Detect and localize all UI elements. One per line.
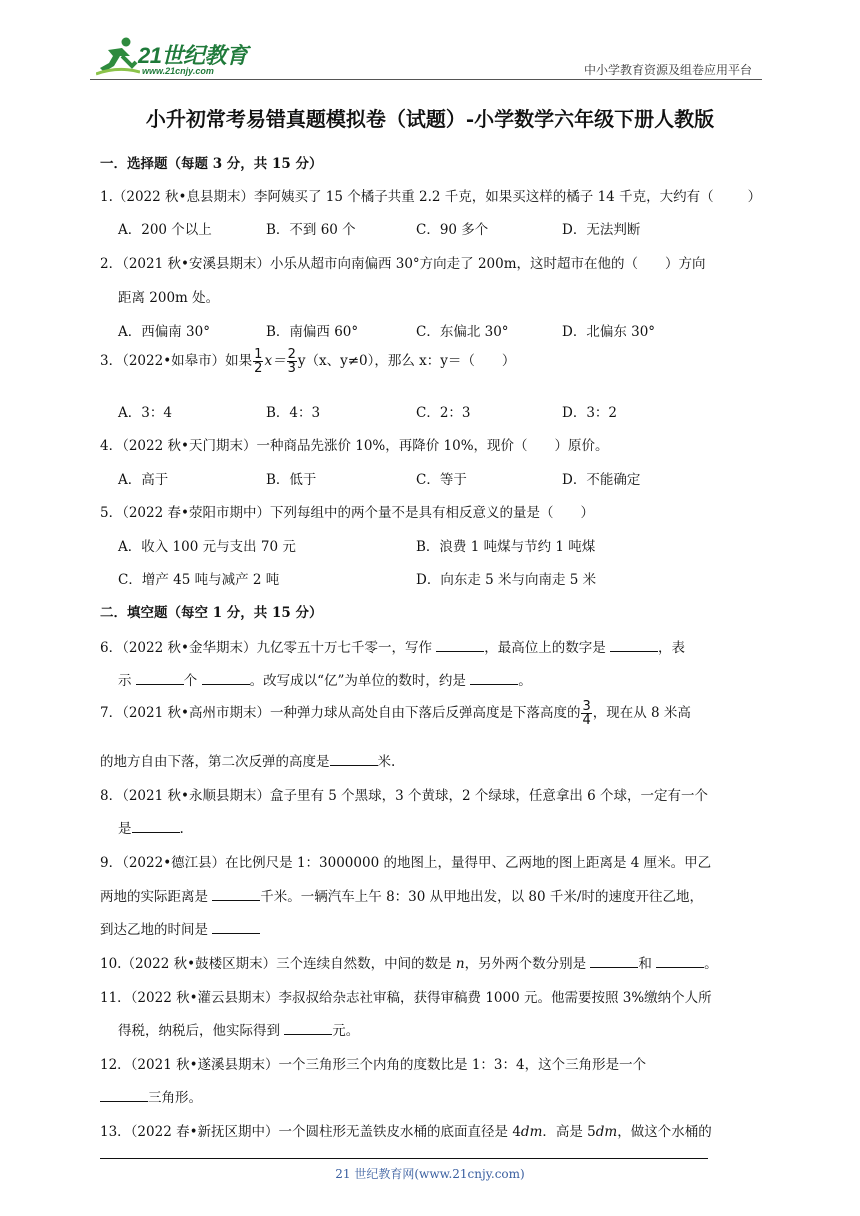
- answer-blank[interactable]: [610, 639, 658, 652]
- answer-blank[interactable]: [212, 888, 260, 901]
- question-1-paren: ）: [747, 189, 762, 205]
- q2-option-d: D．北偏东 30°: [562, 324, 656, 340]
- q5-option-c: C．增产 45 吨与减产 2 吨: [118, 572, 280, 588]
- q4-option-b: B．低于: [266, 472, 317, 488]
- question-1-text: 1.（2022 秋•息县期末）李阿姨买了 15 个橘子共重 2.2 千克，如果买这样的橘子 14 千克，大约有（: [100, 189, 714, 205]
- question-12-line-2: 三角形。: [100, 1086, 202, 1106]
- answer-blank[interactable]: [470, 672, 518, 685]
- question-2-line-2: 距离 200m 处。: [118, 290, 220, 306]
- logo-url: www.21cnjy.com: [142, 66, 214, 76]
- q5-option-d: D．向东走 5 米与向南走 5 米: [416, 572, 597, 588]
- question-11-line-1: 11．（2022 秋•灌云县期末）李叔叔给杂志社审稿，获得审稿费 1000 元。他需要按照 3%缴纳个人所: [100, 990, 712, 1006]
- header-divider: [90, 79, 762, 80]
- page-header: [90, 34, 760, 80]
- q1-option-d: D．无法判断: [562, 222, 641, 238]
- q2-option-b: B．南偏西 60°: [266, 324, 359, 340]
- question-9-line-1: 9．（2022•德江县）在比例尺是 1：3000000 的地图上，量得甲、乙两地的图上距离是 4 厘米。甲乙: [100, 855, 712, 871]
- answer-blank[interactable]: [132, 820, 180, 833]
- question-9-line-3: 到达乙地的时间是: [100, 918, 260, 938]
- section-heading-choice: 一．选择题（每题 3 分，共 15 分）: [100, 156, 323, 172]
- answer-blank[interactable]: [330, 753, 378, 766]
- question-6-line-1: 6．（2022 秋•金华期末）九亿零五十万七千零一，写作 ，最高位上的数字是 ，表: [100, 640, 686, 656]
- q3-option-c: C．2：3: [416, 405, 471, 421]
- question-2-line-1: 2．（2021 秋•安溪县期末）小乐从超市向南偏西 30°方向走了 200m，这时超市在他的（ ）方向: [100, 256, 706, 272]
- question-9-line-2: 两地的实际距离是 千米。一辆汽车上午 8：30 从甲地出发，以 80 千米/时的速度开往乙地，: [100, 889, 703, 905]
- fraction-three-quarters: $\frac{3}{4}$: [582, 699, 591, 728]
- q5-option-a: A．收入 100 元与支出 70 元: [118, 539, 296, 555]
- question-13: 13．（2022 春•新抚区期中）一个圆柱形无盖铁皮水桶的底面直径是 4dm．高是 5dm，做这个水桶的: [100, 1124, 712, 1140]
- logo: [90, 34, 265, 80]
- q3-option-b: B．4：3: [266, 405, 321, 421]
- page-title: 小升初常考易错真题模拟卷（试题）-小学数学六年级下册人教版: [145, 107, 715, 131]
- answer-blank[interactable]: [284, 1022, 332, 1035]
- q1-option-a: A．200 个以上: [118, 222, 212, 238]
- question-7-line-1: 7．（2021 秋•高州市期末）一种弹力球从高处自由下落后反弹高度是下落高度的 $\frac{3}{4}$ ，现在从 8 米高: [100, 699, 691, 728]
- question-6-line-2: 示 个 。改写成以“亿”为单位的数时，约是 。: [118, 673, 532, 689]
- answer-blank[interactable]: [202, 672, 250, 685]
- footer-divider: [100, 1158, 708, 1159]
- answer-blank[interactable]: [656, 955, 704, 968]
- answer-blank[interactable]: [100, 1089, 148, 1102]
- q4-option-a: A．高于: [118, 472, 169, 488]
- q2-option-a: A．西偏南 30°: [118, 324, 210, 340]
- q3-option-d: D．3：2: [562, 405, 618, 421]
- question-3: [100, 348, 515, 375]
- runner-logo-icon: [96, 36, 140, 76]
- question-12-line-1: 12．（2021 秋•遂溪县期末）一个三角形三个内角的度数比是 1：3：4，这个三角形是一个: [100, 1057, 647, 1073]
- fraction-two-thirds: $\frac{2}{3}$: [287, 347, 296, 376]
- question-5: 5．（2022 春•荥阳市期中）下列每组中的两个量不是具有相反意义的量是（ ）: [100, 505, 594, 521]
- q4-option-d: D．不能确定: [562, 472, 641, 488]
- page-footer: 21 世纪教育网(www.21cnjy.com): [335, 1167, 525, 1181]
- fraction-one-half: $\frac{1}{2}$: [254, 347, 263, 376]
- answer-blank[interactable]: [436, 639, 484, 652]
- question-8-line-2: 是 .: [118, 821, 184, 837]
- logo-text: 21世纪教育: [138, 43, 248, 68]
- question-3-text: 3．（2022•如皋市）如果: [100, 353, 253, 369]
- q4-option-c: C．等于: [416, 472, 467, 488]
- q3-option-a: A．3：4: [118, 405, 172, 421]
- question-3-eq: x＝: [264, 353, 286, 369]
- question-8-line-1: 8．（2021 秋•永顺县期末）盒子里有 5 个黑球，3 个黄球，2 个绿球，任意拿出 6 个球，一定有一个: [100, 788, 709, 804]
- q5-option-b: B．浪费 1 吨煤与节约 1 吨煤: [416, 539, 596, 555]
- platform-name: 中小学教育资源及组卷应用平台: [583, 63, 752, 77]
- section-heading-fill: 二．填空题（每空 1 分，共 15 分）: [100, 605, 323, 621]
- answer-blank[interactable]: [590, 955, 638, 968]
- answer-blank[interactable]: [212, 921, 260, 934]
- q1-option-b: B．不到 60 个: [266, 222, 356, 238]
- question-4: 4．（2022 秋•天门期末）一种商品先涨价 10%，再降价 10%，现价（ ）原价。: [100, 438, 609, 454]
- q2-option-c: C．东偏北 30°: [416, 324, 509, 340]
- answer-blank[interactable]: [136, 672, 184, 685]
- question-11-line-2: 得税，纳税后，他实际得到 元。: [118, 1023, 360, 1039]
- question-3-tail: y（x、y≠0），那么 x：y＝（ ）: [297, 353, 516, 369]
- question-1: [100, 185, 761, 205]
- question-10: 10.（2022 秋•鼓楼区期末）三个连续自然数，中间的数是 n，另外两个数分别是 和 。: [100, 956, 718, 972]
- q1-option-c: C．90 多个: [416, 222, 489, 238]
- question-7-line-2: 的地方自由下落，第二次反弹的高度是 米.: [100, 754, 396, 770]
